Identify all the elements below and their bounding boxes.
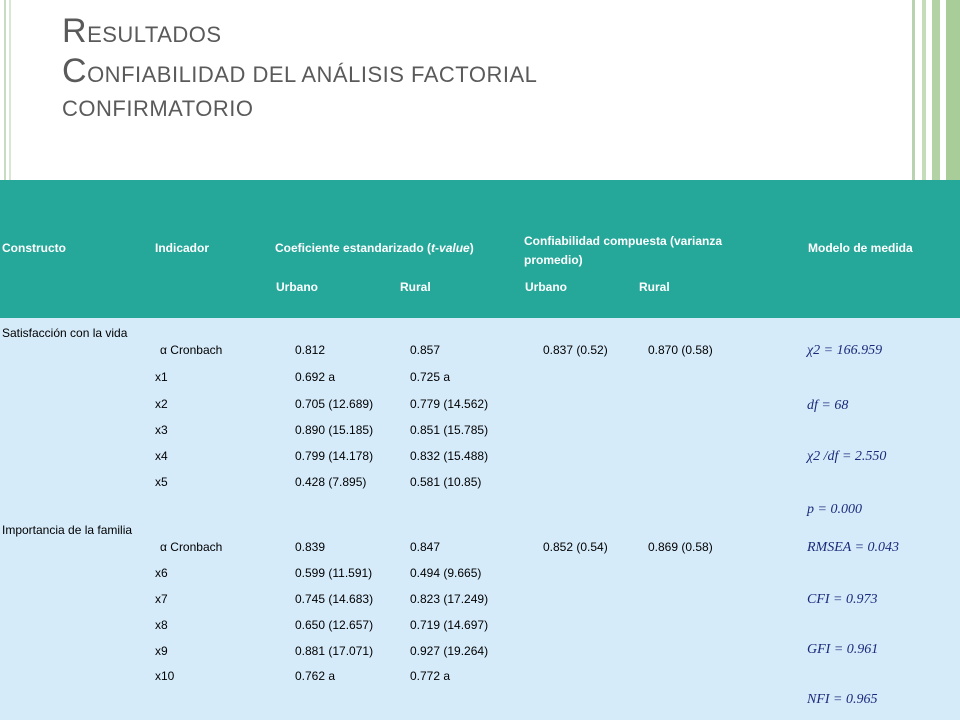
indicador-cell: x5: [155, 475, 168, 489]
fit-stat-cfi: CFI = 0.973: [807, 592, 878, 607]
coef-rural-cell: 0.581 (10.85): [410, 475, 482, 489]
coef-rural-cell: 0.832 (15.488): [410, 449, 489, 463]
coef-urbano-cell: 0.762 a: [295, 669, 336, 683]
coef-rural-cell: 0.772 a: [410, 669, 451, 683]
coef-urbano-cell: 0.881 (17.071): [295, 644, 374, 658]
coef-rural-cell: 0.725 a: [410, 370, 451, 384]
coef-urbano-cell: 0.812: [295, 343, 326, 357]
header-coef-text: Coeficiente estandarizado (: [275, 241, 432, 255]
title-initial: R: [62, 12, 88, 50]
subtitle-line: [62, 54, 537, 88]
header-coef-close: ): [469, 241, 474, 255]
conf-rural-cell: 0.870 (0.58): [648, 343, 713, 357]
conf-rural-cell: 0.869 (0.58): [648, 540, 713, 554]
coef-urbano-cell: 0.599 (11.591): [295, 566, 373, 580]
subheader-rural: Rural: [400, 280, 431, 294]
header-indicador: Indicador: [155, 241, 210, 255]
coef-urbano-cell: 0.839: [295, 540, 326, 554]
slide-frame-left: [0, 0, 14, 180]
coef-urbano-cell: 0.705 (12.689): [295, 397, 374, 411]
constructo-text: Importancia de la familia: [2, 523, 133, 537]
coef-rural-cell: 0.927 (19.264): [410, 644, 489, 658]
decorative-bar: [912, 0, 915, 180]
constructo-cell: [2, 324, 137, 343]
constructo-text: Satisfacción con la vida: [2, 326, 128, 340]
table-body: [0, 318, 960, 720]
coef-rural-cell: 0.823 (17.249): [410, 592, 489, 606]
coef-urbano-cell: 0.428 (7.895): [295, 475, 367, 489]
subheader-urbano: Urbano: [525, 280, 567, 294]
indicador-cell: x3: [155, 423, 168, 437]
fit-stat-p: p = 0.000: [807, 502, 862, 517]
coef-urbano-cell: 0.745 (14.683): [295, 592, 374, 606]
header-modelo: Modelo de medida: [808, 241, 913, 255]
coef-urbano-cell: 0.650 (12.657): [295, 618, 374, 632]
header-confiabilidad: Confiabilidad compuesta (varianza promedio): [524, 234, 723, 267]
indicador-cell: x6: [155, 566, 168, 580]
frame-line: [9, 0, 11, 180]
decorative-bar: [922, 0, 926, 180]
indicador-cell: α Cronbach: [160, 540, 223, 554]
title-line: [62, 14, 537, 48]
conf-urbano-cell: 0.852 (0.54): [543, 540, 608, 554]
coef-urbano-cell: 0.890 (15.185): [295, 423, 374, 437]
indicador-cell: x2: [155, 397, 168, 411]
coef-rural-cell: 0.851 (15.785): [410, 423, 489, 437]
indicador-cell: x4: [155, 449, 168, 463]
conf-urbano-cell: 0.837 (0.52): [543, 343, 608, 357]
fit-stat-chi2: χ2 = 166.959: [807, 343, 883, 358]
indicador-cell: x9: [155, 644, 168, 658]
decorative-bar: [932, 0, 940, 180]
table-header: [0, 180, 960, 318]
fit-stat-rmsea: RMSEA = 0.043: [807, 540, 900, 555]
frame-line: [4, 0, 6, 180]
indicador-cell: x8: [155, 618, 168, 632]
coef-rural-cell: 0.857: [410, 343, 441, 357]
header-coef-tvalue: t-value: [431, 241, 470, 255]
coef-rural-cell: 0.779 (14.562): [410, 397, 489, 411]
subtitle-line-3: CONFIRMATORIO: [62, 96, 254, 121]
header-constructo: Constructo: [2, 241, 66, 255]
coef-rural-cell: 0.847: [410, 540, 441, 554]
constructo-cell: [2, 521, 137, 540]
indicador-cell: α Cronbach: [160, 343, 223, 357]
decorative-bar: [946, 0, 960, 180]
fit-stat-chi2-df: χ2 /df = 2.550: [807, 449, 887, 464]
coef-urbano-cell: 0.692 a: [295, 370, 336, 384]
decorative-bars: [912, 0, 960, 180]
coef-urbano-cell: 0.799 (14.178): [295, 449, 374, 463]
subheader-rural: Rural: [639, 280, 670, 294]
fit-stat-nfi: NFI = 0.965: [807, 692, 878, 707]
fit-stat-gfi: GFI = 0.961: [807, 642, 879, 657]
title-rest: ESULTADOS: [87, 22, 222, 47]
subtitle-initial: C: [62, 52, 88, 90]
coef-rural-cell: 0.494 (9.665): [410, 566, 482, 580]
coef-rural-cell: 0.719 (14.697): [410, 618, 489, 632]
indicador-cell: x7: [155, 592, 168, 606]
indicador-cell: x10: [155, 669, 175, 683]
header-coeficiente: [275, 241, 474, 255]
subtitle-rest: ONFIABILIDAD DEL ANÁLISIS FACTORIAL: [87, 62, 538, 87]
slide-title: [62, 14, 537, 120]
indicador-cell: x1: [155, 370, 168, 384]
subheader-urbano: Urbano: [276, 280, 318, 294]
fit-stat-df: df = 68: [807, 398, 849, 413]
